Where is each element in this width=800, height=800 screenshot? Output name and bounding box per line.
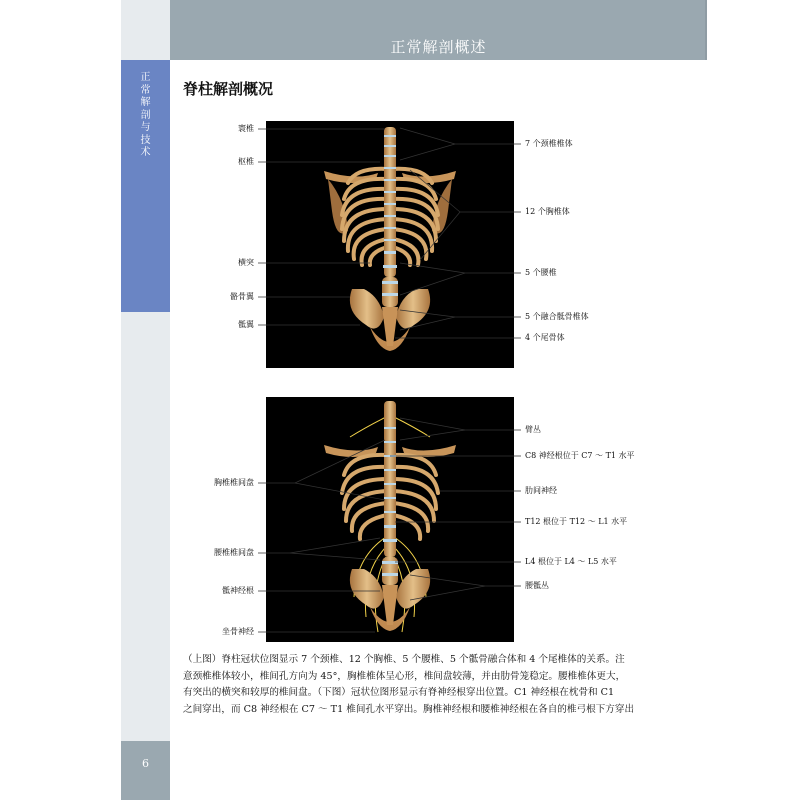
caption-line: 意颈椎椎体较小，椎间孔方向为 45°，胸椎椎体呈心形，椎间盘较薄，并由肋骨笼稳定。腰椎椎体更大，	[183, 670, 626, 682]
label-transverse-process: 横突	[238, 258, 254, 267]
figure-caption	[183, 652, 703, 718]
section-title: 脊柱解剖概况	[183, 80, 274, 98]
caption-line: （上图）脊柱冠状位图显示 7 个颈椎、12 个胸椎、5 个腰椎、5 个骶骨融合体和 4 个尾椎体的关系。注	[183, 654, 625, 665]
label-c8-root: C8 神经根位于 C7 ～ T1 水平	[525, 451, 635, 460]
chapter-title: 正常解剖概述	[390, 38, 487, 56]
label-thoracic-disc: 胸椎椎间盘	[214, 478, 254, 487]
label-lumbar-disc: 腰椎椎间盘	[214, 548, 254, 557]
label-axis: 枢椎	[238, 157, 254, 166]
chapter-side-tab-text: 正 常 解 剖 与 技 术	[140, 72, 151, 158]
label-sacral-ala: 骶翼	[238, 320, 254, 329]
label-lumbosacral-plexus: 腰骶丛	[525, 581, 549, 590]
label-coccygeal-vertebrae: 4 个尾骨体	[525, 333, 565, 342]
caption-line: 有突出的横突和较厚的椎间盘。（下图）冠状位图形显示有脊神经根穿出位置。C1 神经根在枕骨和 C1	[183, 687, 615, 698]
label-iliac-wing: 骼骨翼	[230, 292, 254, 301]
label-atlas: 寰椎	[238, 124, 254, 133]
label-intercostal-nerve: 肋间神经	[525, 486, 557, 495]
caption-line: 之间穿出，而 C8 神经根在 C7 ～ T1 椎间孔水平穿出。胸椎神经根和腰椎神经根在各自的椎弓根下方穿出	[183, 703, 635, 715]
label-sciatic-nerve: 坐骨神经	[222, 627, 254, 636]
label-thoracic-vertebrae: 12 个胸椎体	[525, 207, 570, 216]
label-cervical-vertebrae: 7 个颈椎椎体	[525, 139, 573, 148]
label-t12-root: T12 根位于 T12 ～ L1 水平	[525, 517, 628, 526]
label-sacral-vertebrae: 5 个融合骶骨椎体	[525, 312, 589, 321]
label-sacral-nerve-roots: 骶神经根	[222, 586, 254, 595]
label-brachial-plexus: 臂丛	[525, 425, 541, 434]
page-number: 6	[142, 757, 149, 770]
label-l4-root: L4 根位于 L4 ～ L5 水平	[525, 557, 617, 566]
label-lumbar-vertebrae: 5 个腰椎	[525, 268, 557, 277]
